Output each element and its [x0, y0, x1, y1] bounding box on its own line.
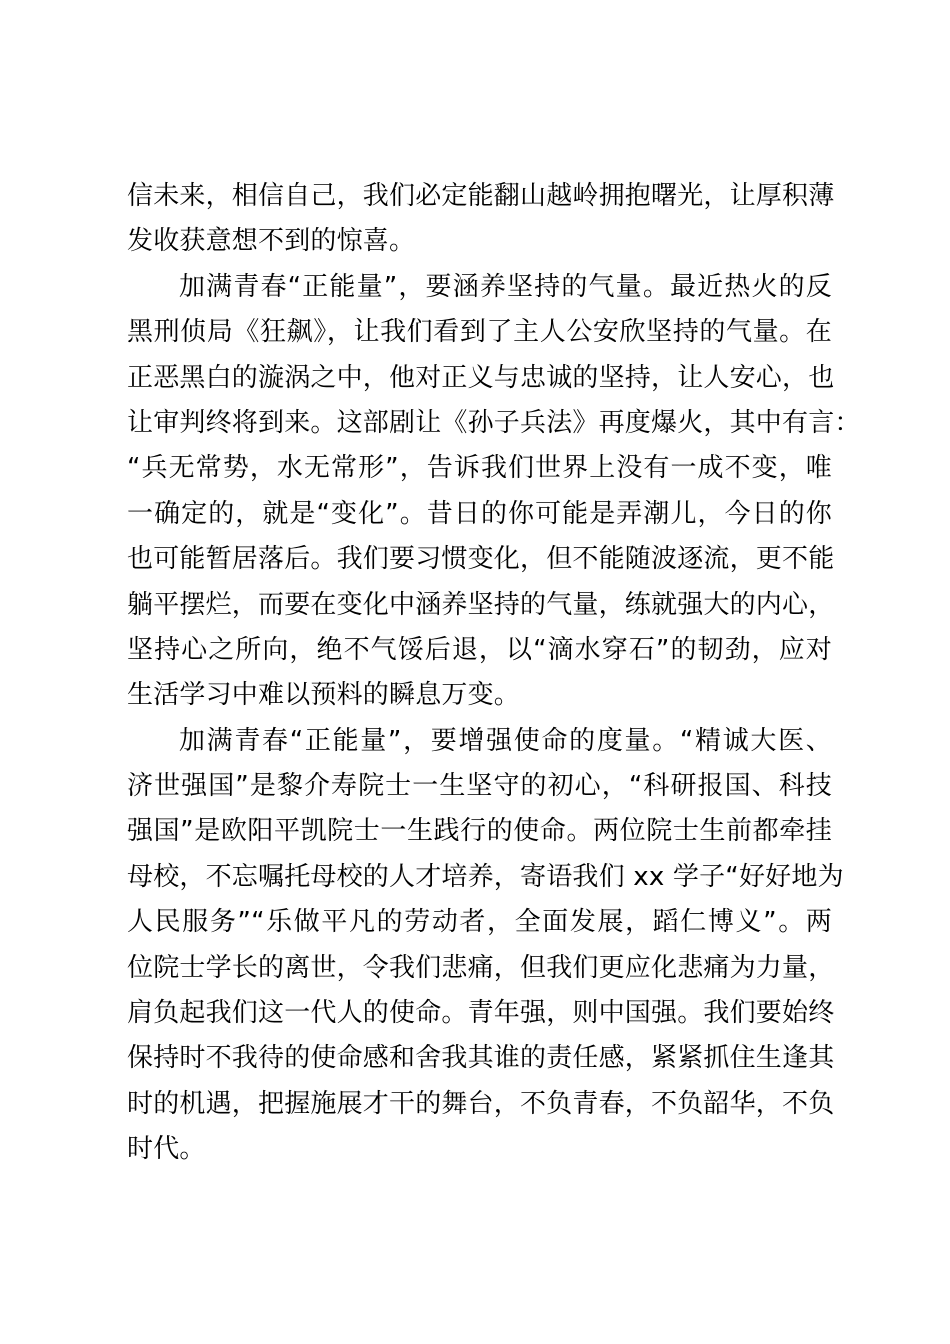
text-line: 也可能暂居落后。我们要习惯变化，但不能随波逐流，更不能 [127, 544, 835, 575]
text-line: 母校，不忘嘱托母校的人才培养，寄语我们 xx 学子“好好地为 [127, 861, 844, 892]
body-text [127, 174, 861, 1173]
text-line: 信未来，相信自己，我们必定能翻山越岭拥抱曙光，让厚积薄 [127, 181, 835, 211]
text-line: 躺平摆烂，而要在变化中涵养坚持的气量，练就强大的内心， [127, 589, 835, 620]
paragraph-first-line: 加满青春“正能量”，要增强使命的度量。“精诚大医、 [179, 725, 832, 756]
paragraph-first-line: 加满青春“正能量”，要涵养坚持的气量。最近热火的反 [179, 271, 832, 302]
text-line: 坚持心之所向，绝不气馁后退，以“滴水穿石”的韧劲，应对 [127, 634, 832, 665]
text-line: 正恶黑白的漩涡之中，他对正义与忠诚的坚持，让人安心，也 [127, 362, 835, 393]
text-line: 时代。 [127, 1134, 206, 1165]
text-line: 黑刑侦局《狂飙》，让我们看到了主人公安欣坚持的气量。在 [127, 317, 832, 348]
text-line: 强国”是欧阳平凯院士一生践行的使命。两位院士生前都牵挂 [127, 816, 832, 847]
text-line: 让审判终将到来。这部剧让《孙子兵法》再度爆火，其中有言： [127, 407, 861, 438]
text-line: 一确定的，就是“变化”。昔日的你可能是弄潮儿，今日的你 [127, 498, 832, 529]
text-line: 保持时不我待的使命感和舍我其谁的责任感，紧紧抓住生逢其 [127, 1043, 835, 1074]
text-line: 人民服务”“乐做平凡的劳动者，全面发展，蹈仁博义”。两 [127, 907, 832, 938]
text-line: “兵无常势，水无常形”，告诉我们世界上没有一成不变，唯 [127, 453, 832, 484]
text-line: 生活学习中难以预料的瞬息万变。 [127, 680, 521, 711]
text-line: 发收获意想不到的惊喜。 [127, 226, 416, 257]
text-line: 位院士学长的离世，令我们悲痛，但我们更应化悲痛为力量， [127, 952, 835, 983]
text-line: 济世强国”是黎介寿院士一生坚守的初心，“科研报国、科技 [127, 771, 832, 802]
text-line: 时的机遇，把握施展才干的舞台，不负青春，不负韶华，不负 [127, 1088, 835, 1119]
text-line: 肩负起我们这一代人的使命。青年强，则中国强。我们要始终 [127, 998, 835, 1029]
